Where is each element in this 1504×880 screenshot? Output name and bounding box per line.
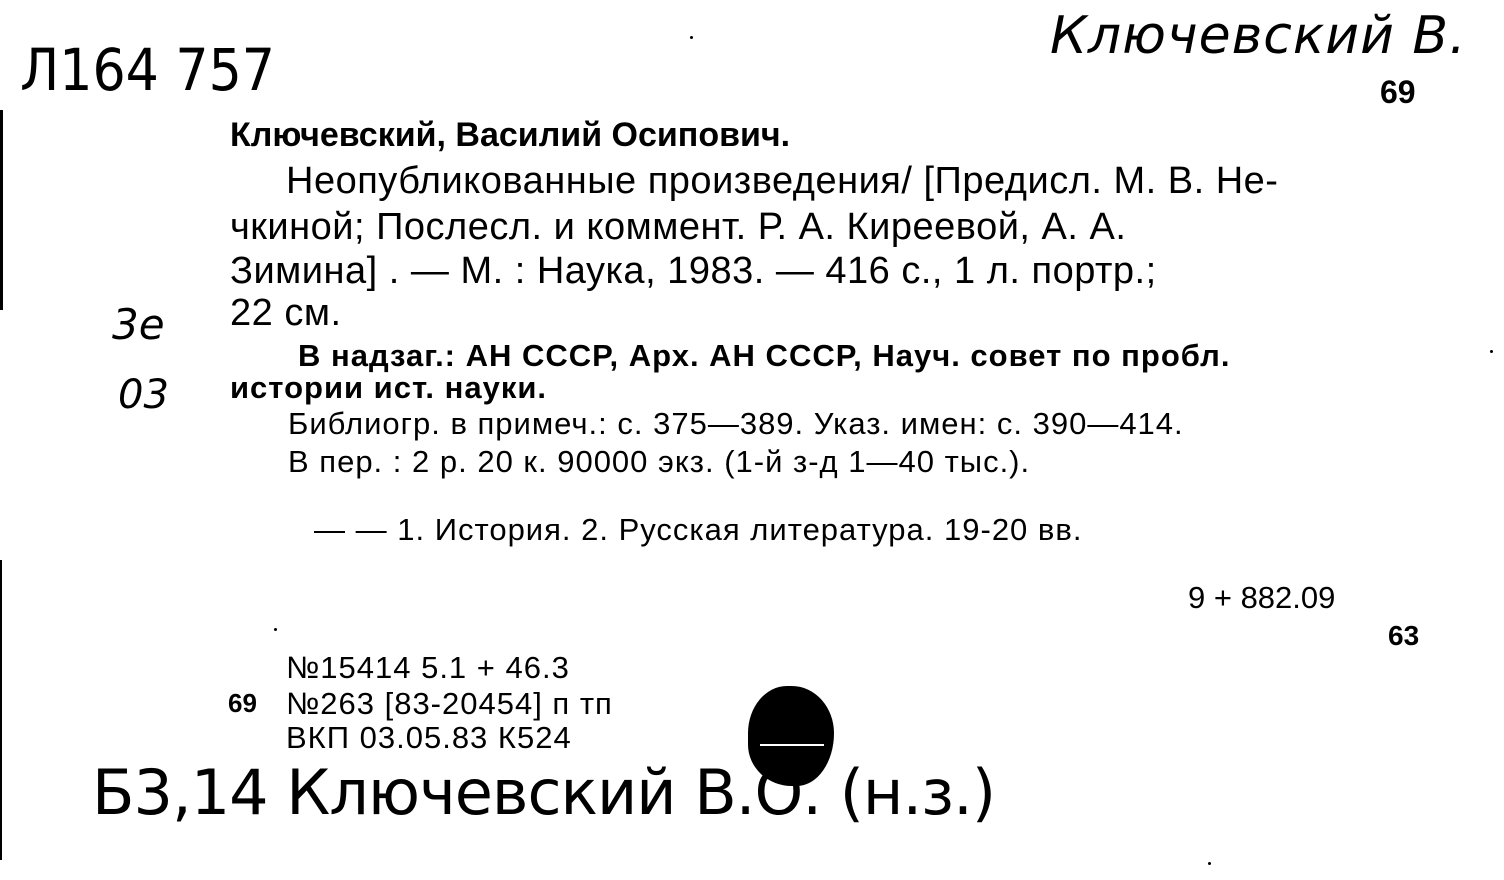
speck [274,628,277,631]
nadzag-line: В надзаг.: АН СССР, Арх. АН СССР, Науч. совет по пробл. [298,338,1231,373]
classification-index: 9 + 882.09 [1188,580,1336,615]
description-line: чкиной; Послесл. и коммент. Р. А. Киреевой, А. А. [230,206,1127,248]
subject-headings: — — 1. История. 2. Русская литература. 19-20 вв. [314,512,1083,547]
handwritten-author: Ключевский В. [1050,6,1467,66]
bibliography-note: Библиогр. в примеч.: с. 375—389. Указ. имен: с. 390—414. [288,406,1184,441]
handwritten-shelfmark: Л164 757 [20,36,275,104]
handwritten-margin-mark: 3е [112,300,165,349]
speck [1490,350,1493,353]
registration-mark: 69 [228,688,257,718]
card-edge-mark [0,110,3,310]
registration-line: ВКП 03.05.83 К524 [286,720,572,755]
handwritten-margin-mark: 03 [118,372,169,418]
nadzag-line: истории ист. науки. [230,370,548,405]
description-line: 22 см. [230,292,342,334]
registration-line: №15414 5.1 + 46.3 [286,650,570,685]
card-number: 69 [1380,74,1416,110]
description-line: Неопубликованные произведения/ [Предисл. М. В. Не- [286,160,1279,202]
punch-hole-scratch [760,744,824,746]
author-heading: Ключевский, Василий Осипович. [230,116,791,154]
handwritten-call-number: Б3,14 Ключевский В.О. (н.з.) [92,756,996,829]
price-note: В пер. : 2 р. 20 к. 90000 экз. (1-й з-д 1—40 тыс.). [288,444,1031,479]
registration-line: №263 [83-20454] п тп [286,686,613,721]
speck [1208,862,1211,865]
card-edge-mark [0,560,2,860]
description-line: Зимина] . — М. : Наука, 1983. — 416 с., 1 л. портр.; [230,250,1157,292]
speck [690,36,693,39]
classification-code: 63 [1388,620,1420,651]
